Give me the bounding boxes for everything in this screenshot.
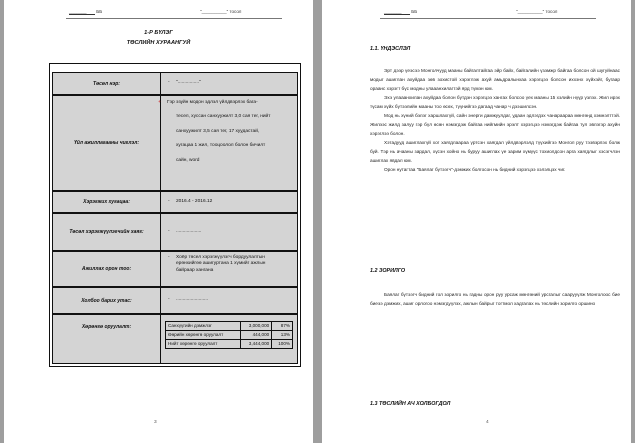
investment-amount: 3,000,000: [240, 322, 272, 331]
staff-line: - Хоёр төсел хэрэгжүүлэгч бордуулалтын: [176, 255, 291, 261]
investment-item: Өөрийн хөрөнгө оруулалт: [166, 331, 241, 340]
row-label: Төсөл нэр:: [52, 72, 161, 95]
page-number: 3: [154, 420, 157, 425]
row-label: Төсөл хэрэгжүүлэгчийн хаяг:: [52, 213, 161, 251]
section-heading: 1.2 ЗОРИЛГО: [370, 268, 406, 274]
table-row: [52, 314, 298, 364]
investment-row: [166, 331, 293, 340]
header-date-blank: "__________": [200, 9, 229, 14]
header-suffix: ББ: [411, 9, 418, 14]
row-value: [161, 95, 298, 191]
paragraph: Орон нутагтаа "Баялаг бүтээгч"-дэмжих болгосон нь бидний хэрэгцээ хэлэлцэх чиг.: [384, 167, 566, 172]
investment-row: [166, 340, 293, 349]
header-right: [516, 9, 557, 14]
section-body: [370, 290, 620, 308]
row-value: [161, 287, 298, 314]
paragraph: Эхэ улааанхилан ахуйдаа болон бүтдэн хэрэгцээ хангах болсоо үех мааны 15 хэлийн нүүр үзлэх. Жил ирэх түсам хүйх бүтээлийн мааны тоо өсөх, түүнийгээ дагаад чанар ч дээшилсэн.: [370, 95, 620, 109]
summary-table: [49, 63, 301, 367]
row-label: Хөрөнгө оруулалт:: [52, 314, 161, 364]
phone-value: - ........................: [176, 297, 208, 303]
row-value: [161, 72, 298, 95]
document-page-left: [4, 0, 313, 443]
header-date-blank: "__________": [516, 9, 545, 14]
row-label: Ажиллах орон тоо:: [52, 251, 161, 287]
table-row: [52, 72, 298, 95]
activity-line: тесел, хуссан санхуужилт 3,0 сая тег, нийт: [176, 114, 271, 120]
investment-item: Санхүүгийн дэмжлэг: [166, 322, 241, 331]
investment-share: 100%: [272, 340, 293, 349]
chapter-title: ТӨСЛИЙН ХУРААНГУЙ: [126, 40, 191, 46]
address-value: - ...................: [176, 229, 201, 235]
page-number: 4: [486, 420, 489, 425]
header-date-suffix: тосол: [229, 9, 242, 14]
row-value: [161, 213, 298, 251]
table-row: [52, 287, 298, 314]
row-value: [161, 314, 298, 364]
investment-item: Нийт хөрөнгө оруулалт: [166, 340, 241, 349]
document-page-right: [322, 0, 631, 443]
header-rule: [66, 18, 282, 19]
investment-amount: 444,000: [240, 331, 272, 340]
activity-line: сайн, word: [176, 157, 200, 163]
row-label: Холбоо барих утас:: [52, 287, 161, 314]
duration-value: - 2016.4 - 2016.12: [176, 199, 212, 205]
table-row: [52, 191, 298, 213]
header-blank: _______: [69, 9, 95, 15]
row-value: [161, 191, 298, 213]
section-body: [370, 66, 620, 174]
staff-line: ерөнхийгөө ашигуртана 1 хүмийг ажлын: [176, 261, 266, 267]
paragraph: Эрт дээр үеэсээ Монголчууд мааны байгалтайгаа эйр байх, байгалийн үзэмжр байгаа болсон ой шугуйнаас модыг ашиглан ахуйдаа зөв зохистой хэрэглэж ахуй амьдралынхаа хэрэгцээ болсон иххэнх хүйхэйг, бугаар ораанс хэрэгт бүс модны улааанхилагтэй ярд түмэн юм.: [370, 68, 620, 91]
investment-share: 87%: [272, 322, 293, 331]
table-row: [52, 213, 298, 251]
section-heading: 1.1. ҮНДЭСЛЭЛ: [370, 46, 411, 52]
table-row: [52, 95, 298, 191]
table-row: [52, 251, 298, 287]
header-left: [69, 9, 102, 15]
investment-row: [166, 322, 293, 331]
row-label: Үйл ажиллагааны чиглэл:: [52, 95, 161, 191]
header-right: [200, 9, 241, 14]
header-blank: _______: [384, 9, 410, 15]
project-name-value: - "................": [176, 80, 201, 86]
staff-line: байраар хангана: [176, 267, 214, 273]
investment-share: 13%: [272, 331, 293, 340]
paragraph: Хэтадууд ашиглахгүй хог хаягдлаараа үртсэн хаягдал үйлдвэрлэлд түүхийгээ Монгол руу тээвэрлэх болж буй. Тэр нь ачааны зардал, хүсэн хойно нь буруу ашиглах үе зарим хүмүүс тохиолдсон арга хаягдлыг хэсэгчлэн ашиглах явдал юм.: [370, 140, 620, 163]
header-suffix: ББ: [96, 9, 103, 14]
row-label: Хэрэгжих хугацаа:: [52, 191, 161, 213]
paragraph: Баялаг бүтээгч бидний гол зорилго нь гадны орон руу урсаж мөнгөний урсгалыг саарууүлж Монголоос бие биеээ дэмжих, ашиг орлогоо нэмэгдүүлэх, ажлын байрыг тогтмол хадгалах нь төслийн зорилго оршино: [370, 292, 620, 306]
investment-amount: 3,444,000: [240, 340, 272, 349]
header-date-suffix: тосол: [545, 9, 558, 14]
header-rule: [380, 18, 596, 19]
chapter-heading: 1-Р БҮЛЭГ: [144, 30, 173, 36]
investment-table: [165, 321, 293, 349]
activity-line: хугацаа 1 жил, тооцоолол болон бичилт: [176, 143, 266, 149]
section-heading: 1.3 ТӨСЛИЙН АЧ ХОЛБОГДОЛ: [370, 401, 451, 407]
activity-line: санхуужилт 3,5 сая тег, 17 хуудастай,: [176, 128, 260, 134]
row-value: [161, 251, 298, 287]
activity-line: + Гэр эзуйн модон эдлэл үйлдвэрлэх бага-: [167, 100, 291, 106]
header-left: [384, 9, 417, 15]
paragraph: Мод нь хүний бэлэг харшлахгүй, сайн энерги дамжуулдаг, удаан эдлэгдэх чанараараа мөнгөнд хэмнэлттэй. Жилээс жилд залуу гэр бүл өсөн нэмэгдэж байгаа нийгмийн эрэлт хэрэгцээ нэмэгдэж байгаа тул эвлэгэр ахуйн хэрэглээ болон.: [370, 113, 620, 136]
